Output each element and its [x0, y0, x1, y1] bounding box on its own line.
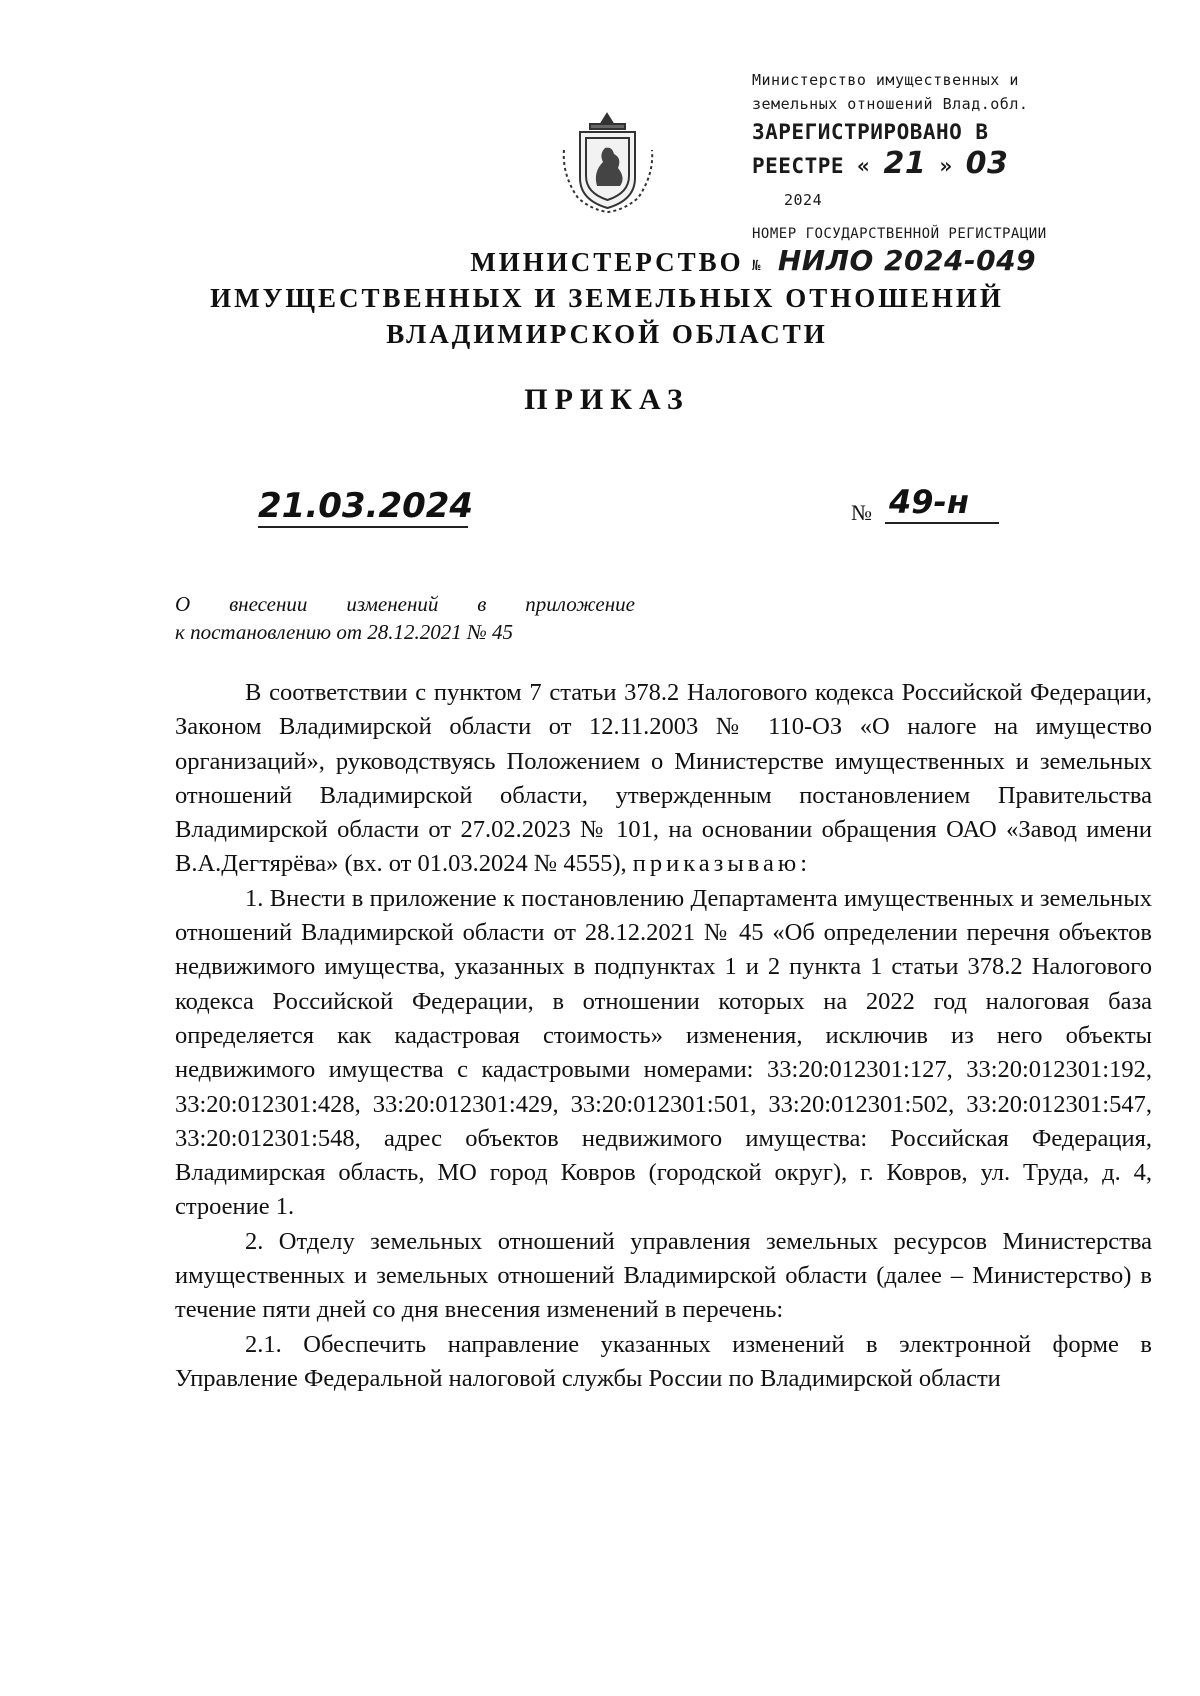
coat-of-arms-icon: [560, 110, 655, 215]
order-number: 49-н: [885, 482, 999, 524]
ministry-line-2: ИМУЩЕСТВЕННЫХ И ЗЕМЕЛЬНЫХ ОТНОШЕНИЙ: [210, 283, 1004, 313]
document-type: ПРИКАЗ: [524, 383, 690, 416]
clause-2-1: 2.1. Обеспечить направление указанных изменений в электронной форме в Управление Федеральной налоговой службы России по Владимирской области: [175, 1330, 1152, 1392]
clause-2: 2. Отделу земельных отношений управления земельных ресурсов Министерства имущественных и земельных отношений Владимирской области (далее – Министерство) в течение пяти дней со дня внесения изменений в перечень:: [175, 1227, 1152, 1324]
stamp-line-2: земельных отношений Влад.обл.: [752, 95, 1029, 113]
stamp-registry-month: 03: [965, 146, 1009, 181]
order-word: приказываю:: [632, 850, 812, 878]
ministry-line-3: ВЛАДИМИРСКОЙ ОБЛАСТИ: [386, 319, 828, 349]
stamp-line-5: НОМЕР ГОСУДАРСТВЕННОЙ РЕГИСТРАЦИИ: [752, 226, 1047, 242]
ministry-header: [0, 244, 1200, 352]
stamp-line-1: Министерство имущественных и: [752, 71, 1019, 89]
stamp-registry-mid: »: [939, 154, 953, 178]
stamp-registry-year: 2024: [784, 191, 823, 209]
order-subject: [175, 590, 635, 646]
subject-line-2: к постановлению от 28.12.2021 № 45: [175, 620, 514, 644]
clause-1: 1. Внести в приложение к постановлению Департамента имущественных и земельных отношений Владимирской области от 28.12.2021 № 45 «Об определении перечня объектов недвижимого имущества, указанных в подпунктах 1 и 2 пункта 1 статьи 378.2 Налогового кодекса Российской Федерации, в отношении которых на 2022 год налоговая база определяется как кадастровая стоимость» изменения, исключив из него объекты недвижимого имущества с кадастровыми номерами: 33:20:012301:127, 33:20:012301:192, 33:20:012301:428, 33:20:012301:429, 33:20:012301:501, 33:20:012301:502, 33:20:012301:547, 33:20:012301:548, адрес объектов недвижимого имущества: Российская Федерация, Владимирская область, МО город Ковров (городской округ), г. Ковров, ул. Труда, д. 4, строение 1.: [175, 884, 1152, 1221]
stamp-registration-number: НИЛО 2024-049: [777, 244, 1037, 277]
preamble-text: В соответствии с пунктом 7 статьи 378.2 Налогового кодекса Российской Федерации, Законом Владимирской области от 12.11.2003 № 110-ОЗ «О налоге на имущество организаций», руководствуясь Положением о Министерстве имущественных и земельных отношений Владимирской области, утвержденным постановлением Правительства Владимирской области от 27.02.2023 № 101, на основании обращения ОАО «Завод имени В.А.Дегтярёва» (вх. от 01.03.2024 № 4555),: [175, 679, 1152, 878]
stamp-line-4: [752, 148, 1082, 216]
order-date: 21.03.2024: [258, 486, 474, 526]
subject-line-1: О внесении изменений в приложение: [175, 592, 635, 616]
order-number-label: №: [851, 500, 872, 525]
stamp-registry-prefix: РЕЕСТРЕ «: [752, 154, 871, 178]
stamp-registry-day: 21: [883, 146, 927, 181]
order-body: [175, 676, 1152, 1396]
stamp-line-3: ЗАРЕГИСТРИРОВАНО В: [752, 120, 989, 144]
preamble-paragraph: [175, 676, 1152, 882]
ministry-line-1: МИНИСТЕРСТВО: [470, 247, 744, 277]
stamp-number-prefix: №: [752, 258, 761, 274]
